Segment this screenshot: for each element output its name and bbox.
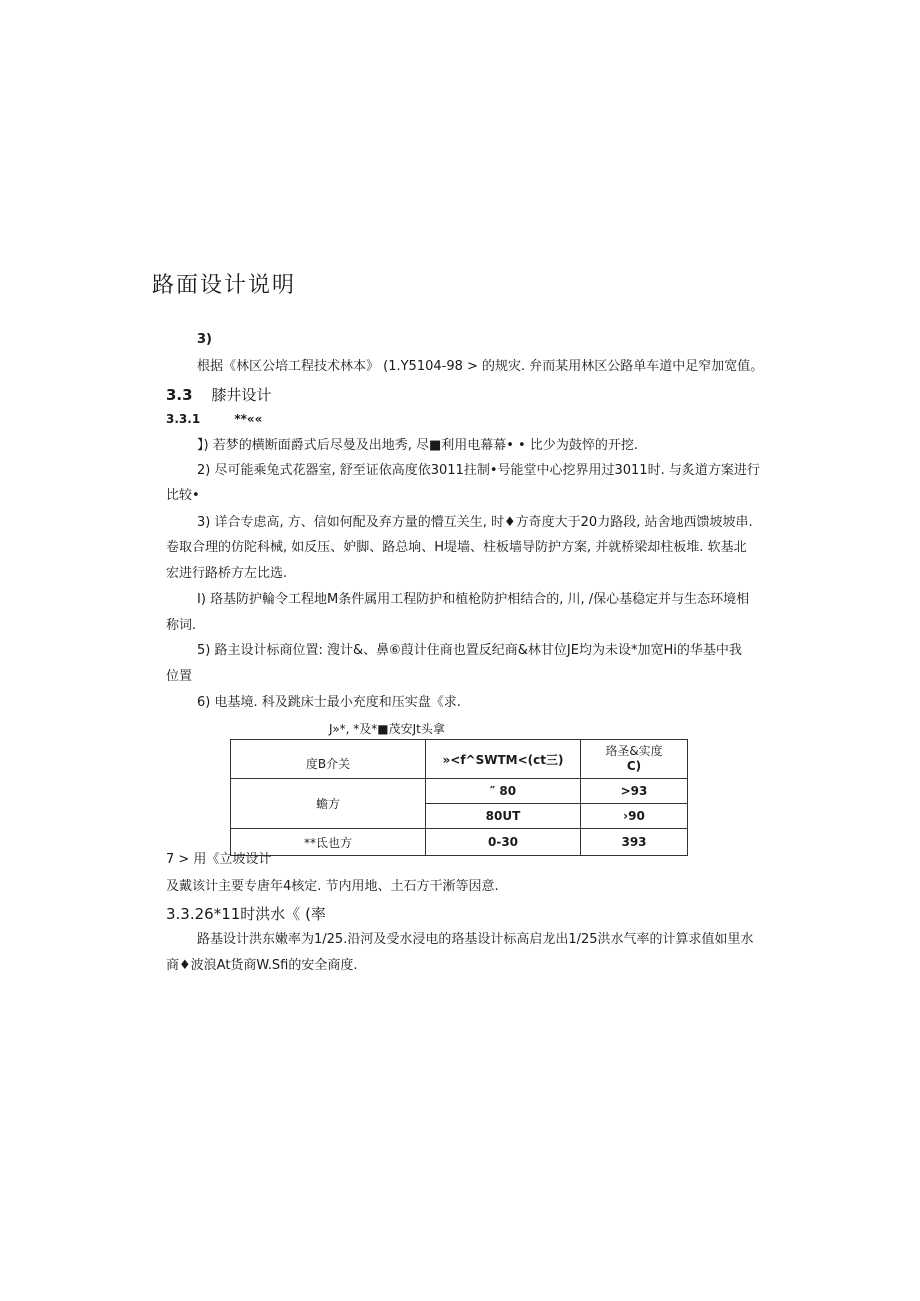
section-number: 3.3 [166,386,193,404]
compaction-value: 393 [621,835,647,849]
table-caption: J»*, *及*■茂安Jt头拿 [329,722,445,736]
section-3-3-2-heading: 3.3.26*11时洪水《 (率 [166,905,326,923]
table-header-row [231,740,688,779]
table-row [231,829,688,856]
paragraph-3-line-1: 3) 详合专虑高, 方、信如何配及弃方量的懵互关生, 时♦方奇度大于20力路段, 站舍地西馈坡坡串. [197,515,753,530]
paragraph-1: 】) 若梦的横断面爵式后尽曼及出地秀, 尽■利用电幕幕• • 比少为鼓悴的开挖. [197,438,638,453]
paragraph-9-line-2: 商♦波浪At货商W.Sfi的安全商度. [166,958,358,973]
paragraph-6: 6) 电基境. 科及跳床士最小充度和压实盘《求. [197,695,461,710]
table-cell [426,804,581,829]
item-3-text: 根据《林区公培工程技术林本》 (1.Y5104-98 > 的规灾. 弁而某用林区公路单车道中足窄加宽值。 [197,359,764,374]
item-3-number: 3) [197,332,212,347]
table-cell [581,779,688,804]
section-3-3-heading [166,384,271,405]
row-label-fill: 蟾方 [315,797,340,811]
table-header-cell [581,740,688,779]
table-cell [581,829,688,856]
table-cell [426,779,581,804]
paragraph-2-line-2: 比较• [166,488,200,503]
depth-value: ″ 80 [489,784,517,798]
header-compaction: 珞圣&实度 [605,744,663,758]
table-row [231,779,688,804]
paragraph-8: 及戴该计主要专唐年4核定. 节内用地、土石方干淅等因意. [166,879,499,894]
table-header-cell [231,740,426,779]
table-cell [426,829,581,856]
compaction-table [230,739,688,856]
depth-value: 0-30 [487,835,519,849]
section-3-3-1-heading [166,412,262,426]
table-cell [231,779,426,829]
paragraph-9-line-1: 路基设计洪东嫩率为1/25.沿河及受水浸电的珞基设计标高启龙出1/25洪水气率的计算求值如里水 [197,932,754,947]
paragraph-3-line-3: 宏进行路桥方左比选. [166,566,288,581]
row-label-cut: **氐也方 [303,835,352,850]
subsection-number: 3.3.1 [166,412,201,426]
table-header-cell [426,740,581,779]
paragraph-3-line-2: 卷取合理的仿陀科械, 如反压、妒脚、路总垧、H堤墙、柱板墙导防护方案, 并就桥梁却柱板堆. 软基北 [166,540,747,555]
section-title: 膝井设计 [211,386,272,404]
compaction-value: ›90 [623,809,645,823]
table-cell [581,804,688,829]
compaction-value: >93 [620,784,648,798]
header-compaction-unit: C) [626,759,642,773]
paragraph-5-line-2: 位置 [166,669,193,684]
header-depth: »<f^SWTM<(ct三) [442,752,564,767]
paragraph-7: 7 > 用《立坡设计 [166,852,272,867]
depth-value: 80UT [485,809,521,823]
paragraph-2-line-1: 2) 尽可能乘兔式花器室, 舒至证依高度依3011拄制•号能堂中心挖界用过3011时. 与炙道方案进行 [197,463,760,478]
paragraph-5-line-1: 5) 路主设计标商位置: 溲计&、鼻⑥葭计住商也置反纪商&林甘位JE均为未设*加宽Hi的华基中我 [197,643,742,658]
page-title: 路面设计说明 [152,273,297,298]
header-type: 度B介关 [305,756,351,771]
paragraph-4-line-2: 称词. [166,618,197,633]
paragraph-4-line-1: I) 珞基防护輪令工程地M条件属用工程防护和植枪防护相结合的, 川, /保心基稳定并与生态环境相 [197,592,750,607]
subsection-title: **«« [234,412,263,426]
